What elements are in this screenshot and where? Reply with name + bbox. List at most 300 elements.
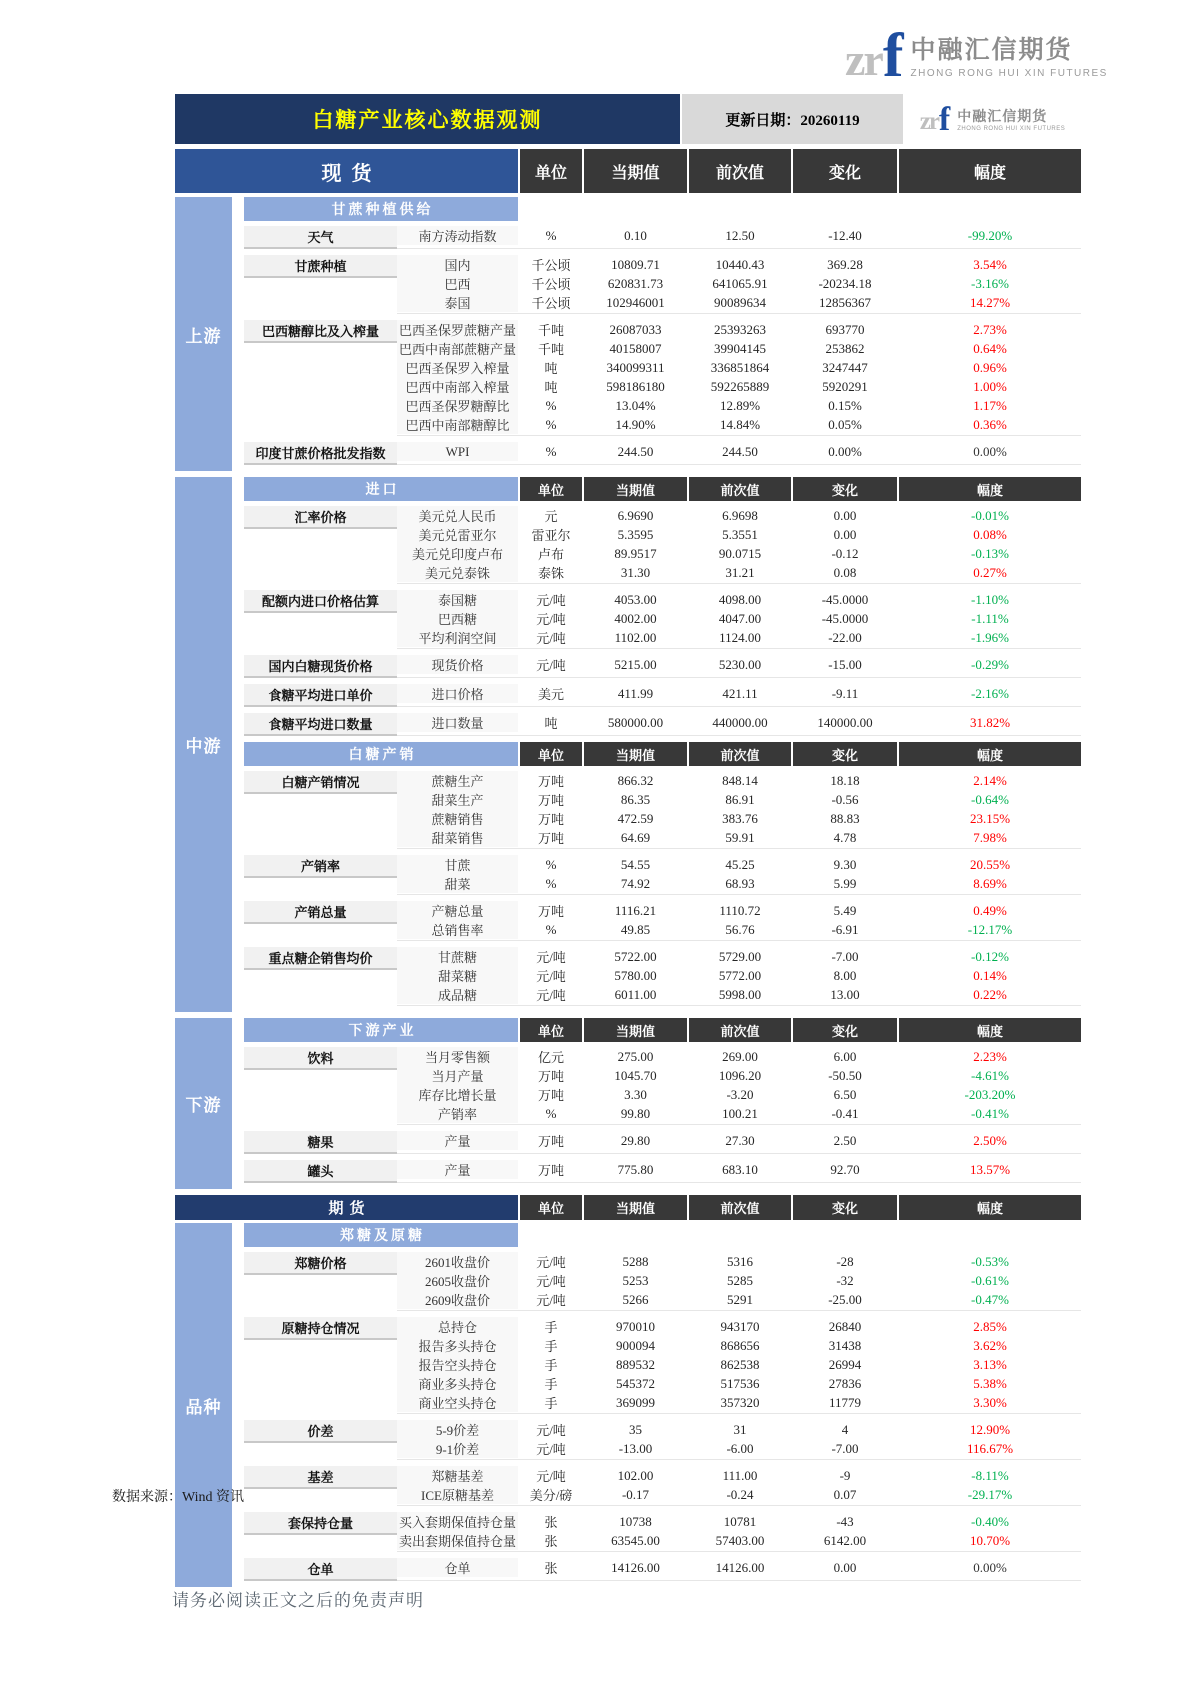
column-header-prev: 前次值 bbox=[689, 477, 791, 501]
column-header-chg: 变化 bbox=[793, 742, 897, 766]
zone-content-variety bbox=[244, 1223, 1081, 1587]
cell-change: -45.0000 bbox=[821, 591, 869, 607]
table-row bbox=[397, 713, 1081, 732]
cell-change: 2.50 bbox=[833, 1132, 857, 1148]
group-label bbox=[244, 1131, 397, 1154]
cell-previous-value: -0.24 bbox=[726, 1486, 754, 1502]
cell-unit: % bbox=[545, 1105, 557, 1121]
cell-previous-value: 4098.00 bbox=[718, 591, 762, 607]
cell-current-value: 14.90% bbox=[615, 416, 656, 432]
group-rows bbox=[397, 1047, 1081, 1125]
cell-current-value: 54.55 bbox=[620, 856, 651, 872]
cell-pct-change: -0.40% bbox=[971, 1513, 1009, 1529]
cell-pct-change: 2.85% bbox=[973, 1318, 1007, 1334]
band-label-upstream: 上游 bbox=[185, 326, 222, 346]
cell-unit: % bbox=[545, 443, 557, 459]
cell-current-value: 5.3595 bbox=[617, 526, 654, 542]
table-row bbox=[397, 609, 1081, 628]
cell-change: -15.00 bbox=[828, 656, 862, 672]
cell-indicator: 进口价格 bbox=[397, 684, 518, 703]
subsection-title: 下游产业 bbox=[244, 1018, 518, 1042]
row-group bbox=[244, 320, 1081, 436]
cell-indicator: 9-1价差 bbox=[397, 1439, 518, 1458]
table-row bbox=[397, 293, 1081, 312]
band-label-midstream: 中游 bbox=[185, 737, 222, 756]
group-rows bbox=[397, 1131, 1081, 1154]
group-label-text: 巴西糖醇比及入榨量 bbox=[244, 320, 397, 343]
table-row bbox=[397, 563, 1081, 582]
cell-change: 6142.00 bbox=[823, 1532, 867, 1548]
row-group bbox=[244, 1420, 1081, 1460]
group-label-text: 产销率 bbox=[244, 855, 397, 878]
cell-change: 26840 bbox=[828, 1318, 862, 1334]
cell-previous-value: 27.30 bbox=[725, 1132, 755, 1148]
cell-change: 369.28 bbox=[827, 256, 863, 272]
row-group bbox=[244, 947, 1081, 1006]
group-label bbox=[244, 1558, 397, 1581]
band-variety bbox=[175, 1223, 232, 1587]
column-header-chg: 变化 bbox=[793, 149, 897, 193]
column-header-prev: 前次值 bbox=[689, 1195, 791, 1220]
table-row bbox=[397, 339, 1081, 358]
cell-change: 4 bbox=[841, 1421, 849, 1437]
cell-previous-value: 5230.00 bbox=[718, 656, 762, 672]
group-rows bbox=[397, 1558, 1081, 1581]
cell-previous-value: 5285 bbox=[727, 1272, 753, 1288]
cell-change: 88.83 bbox=[830, 810, 860, 826]
cell-previous-value: 683.10 bbox=[722, 1161, 758, 1177]
page-title: 白糖产业核心数据观测 bbox=[175, 94, 680, 144]
cell-unit: 元/吨 bbox=[536, 1442, 566, 1457]
row-group bbox=[244, 1047, 1081, 1125]
group-label bbox=[244, 1420, 397, 1460]
table-row bbox=[397, 874, 1081, 893]
zone-content-midstream bbox=[244, 477, 1081, 1012]
cell-unit: 手 bbox=[544, 1396, 558, 1411]
group-label-text: 甘蔗种植 bbox=[244, 255, 397, 278]
group-label bbox=[244, 1317, 397, 1414]
subsection-title: 郑糖及原糖 bbox=[244, 1223, 518, 1247]
band-midstream bbox=[175, 477, 232, 1012]
cell-change: 18.18 bbox=[830, 772, 860, 788]
table-row bbox=[397, 901, 1081, 920]
cell-change: 0.00 bbox=[833, 507, 857, 523]
cell-indicator: 巴西 bbox=[397, 274, 518, 293]
company-logo-small bbox=[905, 94, 1080, 144]
cell-previous-value: 848.14 bbox=[722, 772, 758, 788]
column-header-cur: 当期值 bbox=[584, 477, 687, 501]
group-label bbox=[244, 947, 397, 1006]
cell-current-value: 64.69 bbox=[620, 829, 651, 845]
group-label bbox=[244, 684, 397, 707]
cell-current-value: 1102.00 bbox=[614, 629, 657, 645]
table-row bbox=[397, 358, 1081, 377]
column-header-cur: 当期值 bbox=[584, 1018, 687, 1042]
cell-previous-value: 868656 bbox=[720, 1337, 760, 1353]
cell-change: -0.56 bbox=[831, 791, 859, 807]
group-label bbox=[244, 590, 397, 649]
cell-pct-change: -0.64% bbox=[971, 791, 1009, 807]
table-row bbox=[397, 771, 1081, 790]
cell-indicator: ICE原糖基差 bbox=[397, 1485, 518, 1504]
cell-unit: 元/吨 bbox=[536, 1469, 566, 1484]
cell-indicator: 5-9价差 bbox=[397, 1420, 518, 1439]
band-upstream bbox=[175, 197, 232, 471]
cell-change: 5920291 bbox=[822, 378, 868, 394]
cell-pct-change: 23.15% bbox=[969, 810, 1011, 826]
cell-indicator: 报告空头持仓 bbox=[397, 1355, 518, 1374]
subsection-header bbox=[244, 1223, 1081, 1247]
cell-current-value: 472.59 bbox=[617, 810, 654, 826]
group-label-text: 食糖平均进口单价 bbox=[244, 684, 397, 707]
row-group bbox=[244, 1160, 1081, 1183]
zone-variety bbox=[175, 1223, 1081, 1587]
cell-previous-value: 45.25 bbox=[725, 856, 755, 872]
row-group bbox=[244, 655, 1081, 678]
cell-current-value: 340099311 bbox=[606, 359, 665, 375]
cell-unit: 万吨 bbox=[537, 1163, 564, 1178]
cell-unit: 元/吨 bbox=[536, 950, 566, 965]
cell-pct-change: 12.90% bbox=[969, 1421, 1011, 1437]
cell-previous-value: 336851864 bbox=[710, 359, 770, 375]
cell-pct-change: 10.70% bbox=[969, 1532, 1011, 1548]
cell-current-value: 63545.00 bbox=[611, 1532, 660, 1548]
cell-pct-change: 1.00% bbox=[973, 378, 1007, 394]
group-label bbox=[244, 226, 397, 249]
cell-indicator: 仓单 bbox=[397, 1558, 518, 1577]
cell-indicator: 总销售率 bbox=[397, 920, 518, 939]
column-header-prev: 前次值 bbox=[689, 149, 791, 193]
cell-pct-change: 3.54% bbox=[973, 256, 1007, 272]
table-row bbox=[397, 396, 1081, 415]
group-rows bbox=[397, 1466, 1081, 1506]
cell-current-value: 4053.00 bbox=[614, 591, 657, 607]
cell-current-value: 411.99 bbox=[617, 685, 654, 701]
cell-current-value: 598186180 bbox=[606, 378, 665, 394]
group-rows bbox=[397, 442, 1081, 465]
cell-indicator: 巴西圣保罗糖醇比 bbox=[397, 396, 518, 415]
cell-unit: 元/吨 bbox=[536, 988, 566, 1003]
cell-unit: 元/吨 bbox=[536, 631, 566, 646]
cell-pct-change: -3.16% bbox=[971, 275, 1009, 291]
group-label bbox=[244, 506, 397, 584]
cell-unit: 元/吨 bbox=[536, 1255, 566, 1270]
group-label-text: 价差 bbox=[244, 1420, 397, 1443]
cell-change: -22.00 bbox=[828, 629, 862, 645]
cell-previous-value: 59.91 bbox=[725, 829, 755, 845]
cell-change: -7.00 bbox=[831, 1440, 859, 1456]
cell-unit: 美元 bbox=[537, 687, 564, 702]
cell-indicator: 成品糖 bbox=[397, 985, 518, 1004]
cell-indicator: 甘蔗 bbox=[397, 855, 518, 874]
cell-indicator: 产量 bbox=[397, 1160, 518, 1179]
zone-downstream bbox=[175, 1018, 1081, 1189]
cell-current-value: 900094 bbox=[616, 1337, 655, 1353]
cell-pct-change: 0.96% bbox=[973, 359, 1007, 375]
cell-unit: % bbox=[545, 875, 557, 891]
group-label-text: 郑糖价格 bbox=[244, 1252, 397, 1275]
cell-unit: 美分/磅 bbox=[529, 1488, 573, 1503]
cell-change: 11779 bbox=[828, 1394, 862, 1410]
cell-unit: 元/吨 bbox=[536, 593, 566, 608]
group-label-text: 仓单 bbox=[244, 1558, 397, 1581]
cell-indicator: WPI bbox=[397, 442, 518, 461]
table-row bbox=[397, 274, 1081, 293]
table-row bbox=[397, 855, 1081, 874]
cell-pct-change: -1.10% bbox=[971, 591, 1009, 607]
cell-pct-change: 2.14% bbox=[973, 772, 1007, 788]
row-group bbox=[244, 855, 1081, 895]
cell-unit: 吨 bbox=[544, 380, 558, 395]
group-label-text: 原糖持仓情况 bbox=[244, 1317, 397, 1340]
cell-change: 0.07 bbox=[833, 1486, 857, 1502]
cell-indicator: 蔗糖销售 bbox=[397, 809, 518, 828]
cell-previous-value: 86.91 bbox=[725, 791, 755, 807]
cell-unit: 亿元 bbox=[537, 1050, 564, 1065]
cell-current-value: -13.00 bbox=[618, 1440, 653, 1456]
column-header-unit: 单位 bbox=[520, 149, 582, 193]
cell-current-value: 35 bbox=[629, 1421, 642, 1437]
cell-change: -0.41 bbox=[831, 1105, 859, 1121]
cell-change: 0.15% bbox=[828, 397, 862, 413]
logo-zr-mark: zr bbox=[919, 108, 938, 135]
table-row bbox=[397, 590, 1081, 609]
cell-previous-value: 5729.00 bbox=[718, 948, 762, 964]
table-row bbox=[397, 506, 1081, 525]
logo-name-en: ZHONG RONG HUI XIN FUTURES bbox=[957, 126, 1066, 132]
cell-change: 13.00 bbox=[830, 986, 860, 1002]
cell-indicator: 南方涛动指数 bbox=[397, 226, 518, 245]
cell-change: 8.00 bbox=[833, 967, 857, 983]
group-label-text: 产销总量 bbox=[244, 901, 397, 924]
cell-pct-change: 3.62% bbox=[973, 1337, 1007, 1353]
cell-previous-value: 5772.00 bbox=[718, 967, 762, 983]
group-rows bbox=[397, 855, 1081, 895]
table-row bbox=[397, 1160, 1081, 1179]
cell-indicator: 当月零售额 bbox=[397, 1047, 518, 1066]
group-rows bbox=[397, 320, 1081, 436]
cell-pct-change: 13.57% bbox=[969, 1161, 1011, 1177]
subsection-title: 进口 bbox=[244, 477, 518, 501]
subsection-header bbox=[244, 477, 1081, 501]
cell-unit: 万吨 bbox=[537, 774, 564, 789]
group-rows bbox=[397, 901, 1081, 941]
cell-pct-change: 0.14% bbox=[973, 967, 1007, 983]
zone-midstream bbox=[175, 477, 1081, 1012]
cell-indicator: 巴西糖 bbox=[397, 609, 518, 628]
cell-pct-change: 7.98% bbox=[973, 829, 1007, 845]
cell-current-value: 5253 bbox=[622, 1272, 649, 1288]
cell-previous-value: 90089634 bbox=[714, 294, 766, 310]
cell-indicator: 巴西圣保罗入榨量 bbox=[397, 358, 518, 377]
cell-indicator: 巴西中南部蔗糖产量 bbox=[397, 339, 518, 358]
cell-indicator: 产量 bbox=[397, 1131, 518, 1150]
cell-unit: 张 bbox=[544, 1561, 558, 1576]
cell-change: -28 bbox=[836, 1253, 854, 1269]
cell-current-value: -0.17 bbox=[621, 1486, 650, 1502]
cell-unit: 千吨 bbox=[537, 323, 564, 338]
table-row bbox=[397, 1336, 1081, 1355]
cell-current-value: 49.85 bbox=[620, 921, 651, 937]
cell-change: 253862 bbox=[825, 340, 865, 356]
cell-current-value: 5722.00 bbox=[614, 948, 657, 964]
cell-pct-change: -99.20% bbox=[967, 227, 1013, 243]
row-group bbox=[244, 1131, 1081, 1154]
group-label bbox=[244, 1466, 397, 1506]
cell-previous-value: 5291 bbox=[727, 1291, 753, 1307]
cell-previous-value: 31 bbox=[733, 1421, 747, 1437]
cell-pct-change: -12.17% bbox=[967, 921, 1013, 937]
cell-indicator: 2601收盘价 bbox=[397, 1252, 518, 1271]
cell-change: 4.78 bbox=[833, 829, 857, 845]
table-row bbox=[397, 790, 1081, 809]
cell-pct-change: -0.29% bbox=[971, 656, 1009, 672]
cell-unit: 元 bbox=[544, 509, 558, 524]
cell-indicator: 总持仓 bbox=[397, 1317, 518, 1336]
cell-previous-value: 421.11 bbox=[722, 685, 758, 701]
cell-indicator: 美元兑雷亚尔 bbox=[397, 525, 518, 544]
subsection-header bbox=[244, 197, 1081, 221]
cell-unit: 手 bbox=[544, 1339, 558, 1354]
cell-pct-change: 0.00% bbox=[973, 443, 1007, 459]
table-row bbox=[397, 1085, 1081, 1104]
cell-unit: 千吨 bbox=[537, 342, 564, 357]
cell-change: -43 bbox=[836, 1513, 854, 1529]
band-label-downstream: 下游 bbox=[185, 1096, 222, 1115]
column-header-pct: 幅度 bbox=[899, 742, 1081, 766]
table-row bbox=[397, 226, 1081, 245]
cell-current-value: 74.92 bbox=[620, 875, 651, 891]
cell-current-value: 1116.21 bbox=[614, 902, 657, 918]
cell-previous-value: 12.50 bbox=[725, 227, 755, 243]
group-rows bbox=[397, 771, 1081, 849]
group-label bbox=[244, 1160, 397, 1183]
cell-previous-value: 592265889 bbox=[710, 378, 770, 394]
row-group bbox=[244, 255, 1081, 314]
group-label-text: 糖果 bbox=[244, 1131, 397, 1154]
cell-indicator: 产销率 bbox=[397, 1104, 518, 1123]
logo-f-mark: f bbox=[882, 22, 904, 91]
group-label bbox=[244, 255, 397, 314]
cell-pct-change: -0.53% bbox=[971, 1253, 1009, 1269]
group-rows bbox=[397, 506, 1081, 584]
subsection-title: 甘蔗种植供给 bbox=[244, 197, 518, 221]
cell-current-value: 5266 bbox=[622, 1291, 649, 1307]
column-header-pct: 幅度 bbox=[899, 1195, 1081, 1220]
cell-unit: 元/吨 bbox=[536, 969, 566, 984]
group-rows bbox=[397, 226, 1081, 249]
cell-current-value: 6011.00 bbox=[614, 986, 657, 1002]
cell-pct-change: 8.69% bbox=[973, 875, 1007, 891]
group-label-text: 汇率价格 bbox=[244, 506, 397, 529]
column-header-chg: 变化 bbox=[793, 477, 897, 501]
cell-pct-change: 3.30% bbox=[973, 1394, 1007, 1410]
cell-indicator: 甜菜销售 bbox=[397, 828, 518, 847]
cell-unit: 卢布 bbox=[537, 547, 564, 562]
cell-unit: 千公顷 bbox=[531, 296, 571, 311]
cell-previous-value: 943170 bbox=[720, 1318, 760, 1334]
table-row bbox=[397, 320, 1081, 339]
cell-indicator: 巴西中南部糖醇比 bbox=[397, 415, 518, 434]
cell-current-value: 620831.73 bbox=[607, 275, 664, 291]
group-label bbox=[244, 442, 397, 465]
cell-unit: 万吨 bbox=[537, 1069, 564, 1084]
cell-indicator: 现货价格 bbox=[397, 655, 518, 674]
cell-unit: % bbox=[545, 227, 557, 243]
cell-current-value: 31.30 bbox=[620, 564, 651, 580]
table-row bbox=[397, 1466, 1081, 1485]
cell-current-value: 1045.70 bbox=[614, 1067, 657, 1083]
cell-change: 92.70 bbox=[830, 1161, 860, 1177]
cell-pct-change: 2.23% bbox=[973, 1048, 1007, 1064]
logo-name-cn: 中融汇信期货 bbox=[910, 36, 1073, 64]
cell-unit: % bbox=[545, 921, 557, 937]
cell-indicator: 泰国 bbox=[397, 293, 518, 312]
table-row bbox=[397, 544, 1081, 563]
cell-current-value: 10809.71 bbox=[611, 256, 660, 272]
cell-indicator: 甘蔗糖 bbox=[397, 947, 518, 966]
subsection-header bbox=[244, 742, 1081, 766]
cell-current-value: 6.9690 bbox=[617, 507, 654, 523]
data-table bbox=[175, 94, 1081, 1593]
cell-change: 0.00% bbox=[828, 443, 862, 459]
table-row bbox=[397, 684, 1081, 703]
cell-current-value: 13.04% bbox=[615, 397, 656, 413]
cell-indicator: 商业多头持仓 bbox=[397, 1374, 518, 1393]
cell-change: 9.30 bbox=[833, 856, 857, 872]
cell-previous-value: 68.93 bbox=[725, 875, 755, 891]
title-bar bbox=[175, 94, 1081, 144]
zone-content-upstream bbox=[244, 197, 1081, 471]
cell-indicator: 报告多头持仓 bbox=[397, 1336, 518, 1355]
column-header-pct: 幅度 bbox=[899, 477, 1081, 501]
cell-previous-value: 31.21 bbox=[725, 564, 755, 580]
table-row bbox=[397, 655, 1081, 674]
table-row bbox=[397, 1317, 1081, 1336]
table-row bbox=[397, 1420, 1081, 1439]
cell-previous-value: 10781 bbox=[723, 1513, 757, 1529]
group-label-text: 罐头 bbox=[244, 1160, 397, 1183]
cell-change: 0.00 bbox=[833, 526, 857, 542]
table-row bbox=[397, 947, 1081, 966]
group-rows bbox=[397, 1317, 1081, 1414]
cell-previous-value: 6.9698 bbox=[722, 507, 758, 523]
cell-change: -9.11 bbox=[831, 685, 859, 701]
cell-indicator: 进口数量 bbox=[397, 713, 518, 732]
table-row bbox=[397, 1374, 1081, 1393]
table-row bbox=[397, 1393, 1081, 1412]
cell-pct-change: 3.13% bbox=[973, 1356, 1007, 1372]
logo-name-cn: 中融汇信期货 bbox=[957, 108, 1048, 124]
table-row bbox=[397, 920, 1081, 939]
cell-change: 6.00 bbox=[833, 1048, 857, 1064]
table-row bbox=[397, 1512, 1081, 1531]
column-header-unit: 单位 bbox=[520, 477, 582, 501]
cell-indicator: 产糖总量 bbox=[397, 901, 518, 920]
cell-pct-change: 31.82% bbox=[969, 714, 1011, 730]
column-header-unit: 单位 bbox=[520, 1195, 582, 1220]
group-rows bbox=[397, 947, 1081, 1006]
cell-current-value: 275.00 bbox=[617, 1048, 654, 1064]
group-label-text: 基差 bbox=[244, 1466, 397, 1489]
cell-change: 6.50 bbox=[833, 1086, 857, 1102]
group-label-text: 印度甘蔗价格批发指数 bbox=[244, 442, 397, 465]
cell-pct-change: -0.12% bbox=[971, 948, 1009, 964]
cell-unit: 张 bbox=[544, 1534, 558, 1549]
table-row bbox=[397, 985, 1081, 1004]
cell-indicator: 美元兑泰铢 bbox=[397, 563, 518, 582]
cell-pct-change: -29.17% bbox=[967, 1486, 1013, 1502]
